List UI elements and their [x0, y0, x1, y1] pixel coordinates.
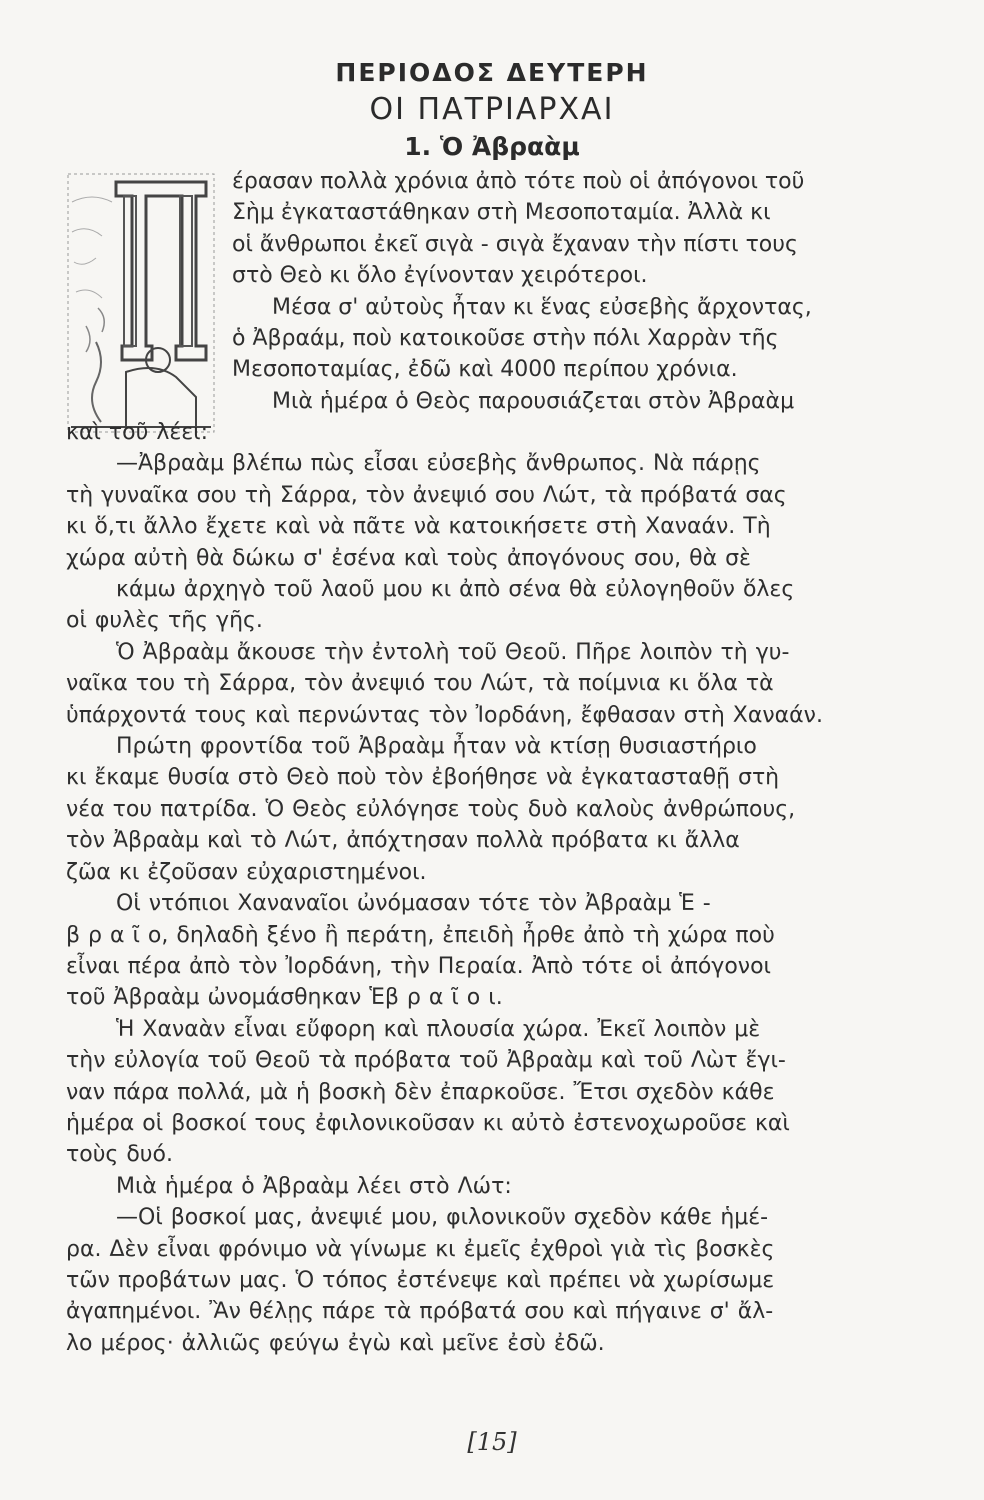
period-heading: ΠΕΡΙΟΔΟΣ ΔΕΥΤΕΡΗ — [335, 58, 649, 87]
text-line: λο μέρος· ἀλλιῶς φεύγω ἐγὼ καὶ μεῖνε ἐσὺ ἐδῶ. — [66, 1330, 605, 1356]
text-line: β ρ α ῖ ο, δηλαδὴ ξένο ἢ περάτη, ἐπειδὴ ἦρθε ἀπὸ τὴ χώρα ποὺ — [66, 922, 775, 948]
text-line: —Ἀβραὰμ βλέπω πὼς εἶσαι εὐσεβὴς ἄνθρωπος. Νὰ πάρῃς — [116, 451, 761, 477]
text-line: Μιὰ ἡμέρα ὁ Ἀβραὰμ λέει στὸ Λώτ: — [116, 1173, 512, 1199]
text-line: καὶ τοῦ λέει: — [66, 420, 208, 445]
text-line: ναῖκα του τὴ Σάρρα, τὸν ἀνεψιό του Λώτ, τὰ ποίμνια κι ὅλα τὰ — [66, 671, 774, 697]
text-line: κάμω ἀρχηγὸ τοῦ λαοῦ μου κι ἀπὸ σένα θὰ εὐλογηθοῦν ὅλες — [116, 577, 795, 603]
text-line: ἡμέρα οἱ βοσκοί τους ἐφιλονικοῦσαν κι αὐτὸ ἐστενοχωροῦσε καὶ — [66, 1110, 790, 1136]
text-line: Σὴμ ἐγκαταστάθηκαν στὴ Μεσοποταμία. Ἀλλὰ κι — [232, 200, 771, 226]
text-line: —Οἱ βοσκοί μας, ἀνεψιέ μου, φιλονικοῦν σχεδὸν κάθε ἡμέ- — [116, 1205, 769, 1231]
text-line: τοῦ Ἀβραὰμ ὠνομάσθηκαν Ἑβ ρ α ῖ ο ι. — [66, 985, 503, 1011]
page-number: [15] — [467, 1428, 517, 1456]
text-line: τῶν προβάτων μας. Ὁ τόπος ἐστένεψε καὶ πρέπει νὰ χωρίσωμε — [66, 1267, 775, 1293]
text-line: έρασαν πολλὰ χρόνια ἀπὸ τότε ποὺ οἱ ἀπόγονοι τοῦ — [232, 169, 805, 194]
text-line: οἱ φυλὲς τῆς γῆς. — [66, 608, 263, 634]
intro-paragraph — [232, 166, 872, 417]
text-line: ὁ Ἀβραάμ, ποὺ κατοικοῦσε στὴν πόλι Χαρρὰν τῆς — [232, 326, 779, 352]
text-line: Μιὰ ἡμέρα ὁ Θεὸς παρουσιάζεται στὸν Ἀβραὰμ — [272, 388, 795, 414]
text-line: κι ὅ,τι ἄλλο ἔχετε καὶ νὰ πᾶτε νὰ κατοικήσετε στὴ Χαναάν. Τὴ — [66, 514, 771, 540]
text-line: Πρώτη φροντίδα τοῦ Ἀβραὰμ ἦταν νὰ κτίσῃ θυσιαστήριο — [116, 734, 757, 760]
text-line: Μεσοποταμίας, ἐδῶ καὶ 4000 περίπου χρόνια. — [232, 357, 738, 383]
text-line: κι ἔκαμε θυσία στὸ Θεὸ ποὺ τὸν ἐβοήθησε νὰ ἐγκατασταθῇ στὴ — [66, 765, 780, 791]
text-line: ζῶα κι ἐζοῦσαν εὐχαριστημένοι. — [66, 859, 427, 885]
chapter-title: 1. Ὁ Ἀβραὰμ — [404, 132, 580, 161]
text-line: εἶναι πέρα ἀπὸ τὸν Ἰορδάνη, τὴν Περαία. Ἀπὸ τότε οἱ ἀπόγονοι — [66, 953, 771, 979]
text-line: χώρα αὐτὴ θὰ δώκω σ' ἐσένα καὶ τοὺς ἀπογόνους σου, θὰ σὲ — [66, 545, 751, 571]
text-line: Μέσα σ' αὐτοὺς ἦταν κι ἕνας εὐσεβὴς ἄρχοντας, — [272, 294, 812, 320]
text-line: ἀγαπημένοι. Ἂν θέλῃς πάρε τὰ πρόβατά σου καὶ πήγαινε σ' ἄλ- — [66, 1299, 774, 1325]
text-line: Οἱ ντόπιοι Χαναναῖοι ὠνόμασαν τότε τὸν Ἀβραὰμ Ἑ - — [116, 891, 711, 917]
body-text — [66, 417, 866, 1359]
text-line: ρα. Δὲν εἶναι φρόνιμο νὰ γίνωμε κι ἐμεῖς ἐχθροὶ γιὰ τὶς βοσκὲς — [66, 1236, 775, 1262]
text-line: οἱ ἄνθρωποι ἐκεῖ σιγὰ - σιγὰ ἔχαναν τὴν πίστι τους — [232, 231, 798, 257]
text-line: τὸν Ἀβραὰμ καὶ τὸ Λώτ, ἀπόχτησαν πολλὰ πρόβατα κι ἄλλα — [66, 828, 740, 854]
text-line: στὸ Θεὸ κι ὅλο ἐγίνονταν χειρότεροι. — [232, 263, 648, 289]
text-line: τοὺς δυό. — [66, 1142, 173, 1168]
text-line: Ἡ Χαναὰν εἶναι εὔφορη καὶ πλουσία χώρα. Ἐκεῖ λοιπὸν μὲ — [116, 1016, 761, 1042]
dropcap-illustration — [66, 172, 216, 434]
main-title: ΟΙ ΠΑΤΡΙΑΡΧΑΙ — [369, 92, 615, 127]
text-line: τὴ γυναῖκα σου τὴ Σάρρα, τὸν ἀνεψιό σου Λώτ, τὰ πρόβατά σας — [66, 482, 787, 508]
text-line: ὑπάρχοντά τους καὶ περνώντας τὸν Ἰορδάνη, ἔφθασαν στὴ Χαναάν. — [66, 702, 823, 728]
text-line: ναν πάρα πολλά, μὰ ἡ βοσκὴ δὲν ἐπαρκοῦσε. Ἔτσι σχεδὸν κάθε — [66, 1079, 775, 1105]
text-line: νέα του πατρίδα. Ὁ Θεὸς εὐλόγησε τοὺς δυὸ καλοὺς ἀνθρώπους, — [66, 796, 796, 822]
text-line: Ὁ Ἀβραὰμ ἄκουσε τὴν ἐντολὴ τοῦ Θεοῦ. Πῆρε λοιπὸν τὴ γυ- — [116, 639, 790, 665]
text-line: τὴν εὐλογία τοῦ Θεοῦ τὰ πρόβατα τοῦ Ἀβραὰμ καὶ τοῦ Λὼτ ἔγι- — [66, 1048, 786, 1074]
